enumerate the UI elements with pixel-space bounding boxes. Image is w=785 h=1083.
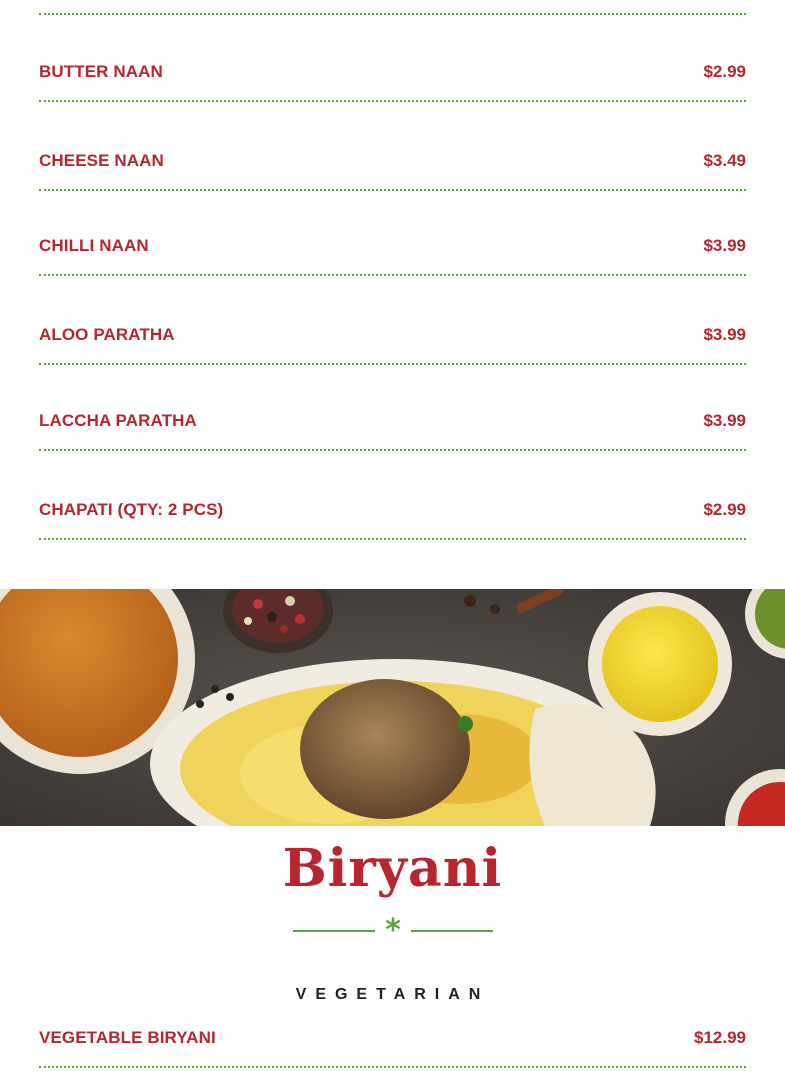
item-price: $2.99	[703, 500, 746, 519]
item-price: $3.49	[703, 151, 746, 170]
asterisk-icon: *	[385, 913, 401, 948]
item-price: $12.99	[694, 1028, 746, 1047]
menu-item-cheese-naan	[39, 145, 746, 191]
item-name: BUTTER NAAN	[39, 62, 163, 81]
menu-item-laccha-paratha	[39, 405, 746, 451]
item-price: $2.99	[703, 62, 746, 81]
item-name: ALOO PARATHA	[39, 325, 175, 344]
divider-line	[293, 930, 375, 932]
section-title: Biryani	[282, 838, 503, 899]
item-name: LACCHA PARATHA	[39, 411, 197, 430]
top-dotted-rule	[39, 13, 746, 15]
item-price: $3.99	[703, 325, 746, 344]
section-divider	[293, 913, 493, 948]
divider-line	[411, 930, 493, 932]
item-name: CHEESE NAAN	[39, 151, 164, 170]
menu-item-butter-naan	[39, 56, 746, 102]
menu-item-chilli-naan	[39, 230, 746, 276]
item-name: CHILLI NAAN	[39, 236, 149, 255]
item-price: $3.99	[703, 411, 746, 430]
item-price: $3.99	[703, 236, 746, 255]
item-name: CHAPATI (QTY: 2 PCS)	[39, 500, 224, 519]
menu-item-chapati	[39, 494, 746, 540]
item-name: VEGETABLE BIRYANI	[39, 1028, 216, 1047]
biryani-food-photo	[0, 589, 785, 826]
subsection-heading: VEGETARIAN	[295, 986, 490, 1003]
menu-item-aloo-paratha	[39, 319, 746, 365]
menu-item-vegetable-biryani	[39, 1022, 746, 1068]
